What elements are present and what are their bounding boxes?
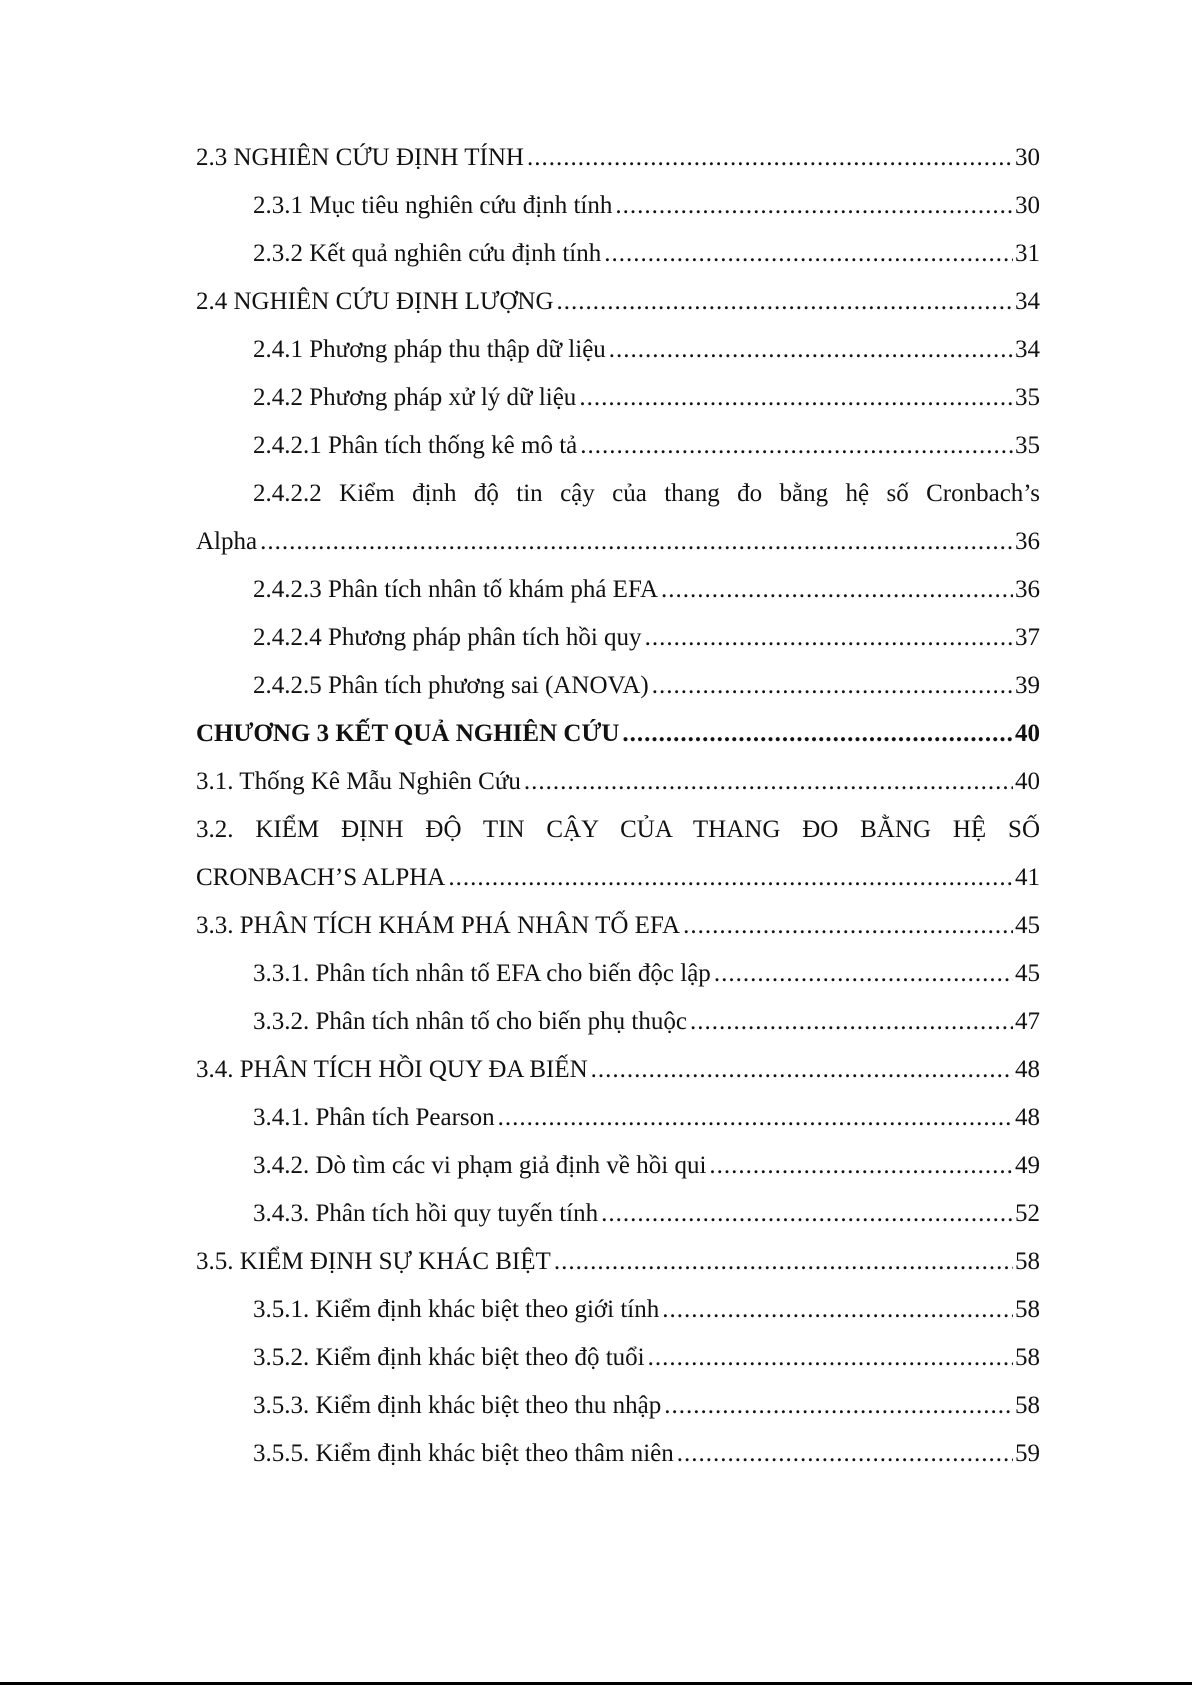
toc-entry[interactable]	[196, 1142, 1040, 1190]
dot-leader	[448, 854, 1013, 902]
toc-entry-title: 3.5.3. Kiểm định khác biệt theo thu nhập	[253, 1392, 662, 1419]
toc-entry[interactable]	[196, 1190, 1040, 1238]
toc-entry-page: 59	[1015, 1440, 1040, 1467]
dot-leader	[557, 278, 1013, 326]
toc-entry-title: 3.3.2. Phân tích nhân tố cho biến phụ thuộc	[253, 1008, 687, 1035]
toc-entry-page: 37	[1015, 624, 1040, 651]
dot-leader	[580, 422, 1013, 470]
dot-leader	[601, 1190, 1013, 1238]
toc-entry[interactable]	[196, 1238, 1040, 1286]
toc-entry[interactable]	[196, 1382, 1040, 1430]
toc-entry[interactable]	[196, 950, 1040, 998]
dot-leader	[498, 1094, 1013, 1142]
dot-leader	[664, 1382, 1013, 1430]
toc-entry-title: 2.4.2 Phương pháp xử lý dữ liệu	[253, 384, 577, 411]
toc-entry[interactable]	[196, 758, 1040, 806]
dot-leader	[554, 1238, 1013, 1286]
toc-entry-page: 49	[1015, 1152, 1040, 1179]
toc-entry-page: 31	[1015, 240, 1040, 267]
toc-entry[interactable]	[196, 998, 1040, 1046]
toc-entry-page: 39	[1015, 672, 1040, 699]
toc-entry-page: 58	[1015, 1392, 1040, 1419]
toc-entry[interactable]	[196, 374, 1040, 422]
table-of-contents	[196, 134, 1040, 1478]
toc-entry[interactable]	[196, 422, 1040, 470]
toc-entry-title: 3.1. Thống Kê Mẫu Nghiên Cứu	[196, 768, 521, 795]
toc-entry-title: 3.3. PHÂN TÍCH KHÁM PHÁ NHÂN TỐ EFA	[196, 912, 681, 939]
toc-entry[interactable]	[196, 230, 1040, 278]
toc-entry-title: 2.4.2.3 Phân tích nhân tố khám phá EFA	[253, 576, 659, 603]
toc-entry-page: 34	[1015, 288, 1040, 315]
toc-entry-page: 30	[1015, 192, 1040, 219]
toc-entry[interactable]	[196, 566, 1040, 614]
toc-entry[interactable]	[196, 1286, 1040, 1334]
toc-entry-line2[interactable]	[196, 518, 1040, 566]
toc-entry-title: 3.5.1. Kiểm định khác biệt theo giới tính	[253, 1296, 660, 1323]
toc-entry-title: 3.5. KIỂM ĐỊNH SỰ KHÁC BIỆT	[196, 1248, 551, 1275]
dot-leader	[622, 710, 1013, 758]
toc-entry-page: 48	[1015, 1104, 1040, 1131]
toc-entry-page: 35	[1015, 432, 1040, 459]
dot-leader	[524, 758, 1013, 806]
dot-leader	[527, 134, 1013, 182]
dot-leader	[714, 950, 1013, 998]
toc-entry[interactable]	[196, 614, 1040, 662]
toc-entry-page: 36	[1015, 576, 1040, 603]
toc-entry[interactable]	[196, 1430, 1040, 1478]
toc-entry-page: 45	[1015, 912, 1040, 939]
toc-entry-title: 3.3.1. Phân tích nhân tố EFA cho biến độc lập	[253, 960, 711, 987]
toc-entry-title: 2.4.1 Phương pháp thu thập dữ liệu	[253, 336, 606, 363]
toc-entry-page: 35	[1015, 384, 1040, 411]
toc-entry-line1[interactable]	[196, 806, 1040, 854]
toc-entry[interactable]	[196, 134, 1040, 182]
toc-entry-page: 41	[1015, 864, 1040, 891]
toc-entry-title-continued: Alpha	[196, 528, 258, 555]
toc-entry[interactable]	[196, 902, 1040, 950]
toc-entry-title: 2.3.1 Mục tiêu nghiên cứu định tính	[253, 192, 613, 219]
toc-entry-page: 52	[1015, 1200, 1040, 1227]
toc-entry-title: 2.4.2.5 Phân tích phương sai (ANOVA)	[253, 672, 649, 699]
dot-leader	[260, 518, 1013, 566]
toc-entry[interactable]	[196, 278, 1040, 326]
toc-entry-title: 3.2. KIỂM ĐỊNH ĐỘ TIN CẬY CỦA THANG ĐO BẰNG HỆ SỐ	[196, 816, 1040, 843]
toc-entry-title: 2.4.2.1 Phân tích thống kê mô tả	[253, 432, 578, 459]
dot-leader	[690, 998, 1013, 1046]
dot-leader	[683, 902, 1013, 950]
toc-entry-title: CHƯƠNG 3 KẾT QUẢ NGHIÊN CỨU	[196, 720, 620, 747]
toc-entry-title: 3.4.2. Dò tìm các vi phạm giả định về hồi qui	[253, 1152, 707, 1179]
toc-entry-page: 40	[1015, 768, 1040, 795]
dot-leader	[609, 326, 1013, 374]
toc-entry[interactable]	[196, 1094, 1040, 1142]
toc-entry-page: 45	[1015, 960, 1040, 987]
dot-leader	[604, 230, 1013, 278]
toc-entry-page: 30	[1015, 144, 1040, 171]
toc-entry-title: 2.4.2.2 Kiểm định độ tin cậy của thang đo bằng hệ số Cronbach’s	[253, 480, 1040, 507]
dot-leader	[648, 1334, 1013, 1382]
toc-entry-title: 3.5.5. Kiểm định khác biệt theo thâm niên	[253, 1440, 674, 1467]
toc-entry-page: 40	[1015, 720, 1040, 747]
toc-entry[interactable]	[196, 1046, 1040, 1094]
dot-leader	[652, 662, 1013, 710]
toc-entry-title: 2.3 NGHIÊN CỨU ĐỊNH TÍNH	[196, 144, 524, 171]
toc-entry-chapter[interactable]	[196, 710, 1040, 758]
toc-entry-title: 3.4. PHÂN TÍCH HỒI QUY ĐA BIẾN	[196, 1056, 588, 1083]
toc-entry-page: 58	[1015, 1344, 1040, 1371]
dot-leader	[645, 614, 1013, 662]
toc-entry-line1[interactable]	[196, 470, 1040, 518]
toc-entry[interactable]	[196, 1334, 1040, 1382]
toc-entry-line2[interactable]	[196, 854, 1040, 902]
toc-entry-title: 2.4.2.4 Phương pháp phân tích hồi quy	[253, 624, 642, 651]
dot-leader	[661, 566, 1013, 614]
toc-entry-title-continued: CRONBACH’S ALPHA	[196, 864, 446, 891]
toc-entry-title: 2.3.2 Kết quả nghiên cứu định tính	[253, 240, 602, 267]
toc-entry-page: 48	[1015, 1056, 1040, 1083]
toc-entry-page: 34	[1015, 336, 1040, 363]
dot-leader	[662, 1286, 1013, 1334]
toc-entry[interactable]	[196, 326, 1040, 374]
toc-entry-page: 58	[1015, 1248, 1040, 1275]
toc-entry[interactable]	[196, 662, 1040, 710]
toc-entry-page: 36	[1015, 528, 1040, 555]
toc-entry-page: 47	[1015, 1008, 1040, 1035]
dot-leader	[709, 1142, 1013, 1190]
toc-entry[interactable]	[196, 182, 1040, 230]
dot-leader	[579, 374, 1013, 422]
toc-entry-title: 2.4 NGHIÊN CỨU ĐỊNH LƯỢNG	[196, 288, 554, 315]
dot-leader	[591, 1046, 1013, 1094]
dot-leader	[677, 1430, 1013, 1478]
toc-entry-title: 3.5.2. Kiểm định khác biệt theo độ tuổi	[253, 1344, 645, 1371]
toc-entry-title: 3.4.3. Phân tích hồi quy tuyến tính	[253, 1200, 599, 1227]
dot-leader	[615, 182, 1013, 230]
toc-entry-title: 3.4.1. Phân tích Pearson	[253, 1104, 495, 1131]
toc-entry-page: 58	[1015, 1296, 1040, 1323]
